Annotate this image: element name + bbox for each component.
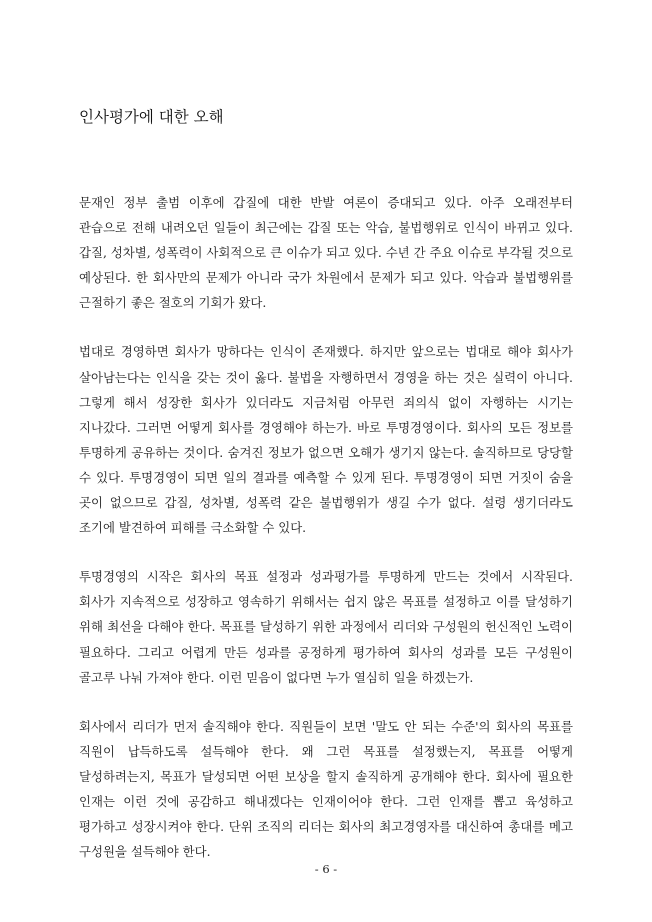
page-title: 인사평가에 대한 오해 [79, 108, 224, 126]
body-text [79, 190, 573, 864]
paragraph: 법대로 경영하면 회사가 망하다는 인식이 존재했다. 하지만 앞으로는 법대로 해야 회사가 살아남는다는 인식을 갖는 것이 옳다. 불법을 자행하면서 경영을 하는 것은 실력이 아니다. 그렇게 해서 성장한 회사가 있더라도 지금처럼 아무런 죄의식 없이 자행하는 시기는 지나갔다. 그러면 어떻게 회사를 경영해야 하는가. 바로 투명경영이다. 회사의 모든 정보를 투명하게 공유하는 것이다. 숨겨진 정보가 없으면 오해가 생기지 않는다. 솔직하므로 당당할 수 있다. 투명경영이 되면 일의 결과를 예측할 수 있게 된다. 투명경영이 되면 거짓이 숨을 곳이 없으므로 갑질, 성차별, 성폭력 같은 불법행위가 생길 수가 없다. 설령 생기더라도 조기에 발견하여 피해를 극소화할 수 있다. [79, 344, 573, 536]
paragraph: 투명경영의 시작은 회사의 목표 설정과 성과평가를 투명하게 만드는 것에서 시작된다. 회사가 지속적으로 성장하고 영속하기 위해서는 쉽지 않은 목표를 설정하고 이를 달성하기 위해 최선을 다해야 한다. 목표를 달성하기 위한 과정에서 리더와 구성원의 헌신적인 노력이 필요하다. 그리고 어렵게 만든 성과를 공정하게 평가하여 회사의 성과를 모든 구성원이 골고루 나눠 가져야 한다. 이런 믿음이 없다면 누가 열심히 일을 하겠는가. [79, 569, 573, 685]
paragraph: 회사에서 리더가 먼저 솔직해야 한다. 직원들이 보면 '말도 안 되는 수준'의 회사의 목표를 직원이 납득하도록 설득해야 한다. 왜 그런 목표를 설정했는지, 목표를 어떻게 달성하려는지, 목표가 달성되면 어떤 보상을 할지 솔직하게 공개해야 한다. 회사에 필요한 인재는 이런 것에 공감하고 해내겠다는 인재이어야 한다. 그런 인재를 뽑고 육성하고 평가하고 성장시켜야 한다. 단위 조직의 리더는 회사의 최고경영자를 대신하여 총대를 메고 구성원을 설득해야 한다. [79, 718, 573, 860]
paragraph: 문재인 정부 출범 이후에 갑질에 대한 반발 여론이 증대되고 있다. 아주 오래전부터 관습으로 전해 내려오던 일들이 최근에는 갑질 또는 악습, 불법행위로 인식이 바뀌고 있다. 갑질, 성차별, 성폭력이 사회적으로 큰 이슈가 되고 있다. 수년 간 주요 이슈로 부각될 것으로 예상된다. 한 회사만의 문제가 아니라 국가 차원에서 문제가 되고 있다. 악습과 불법행위를 근절하기 좋은 절호의 기회가 왔다. [79, 195, 573, 311]
page-number: - 6 - [314, 862, 338, 876]
